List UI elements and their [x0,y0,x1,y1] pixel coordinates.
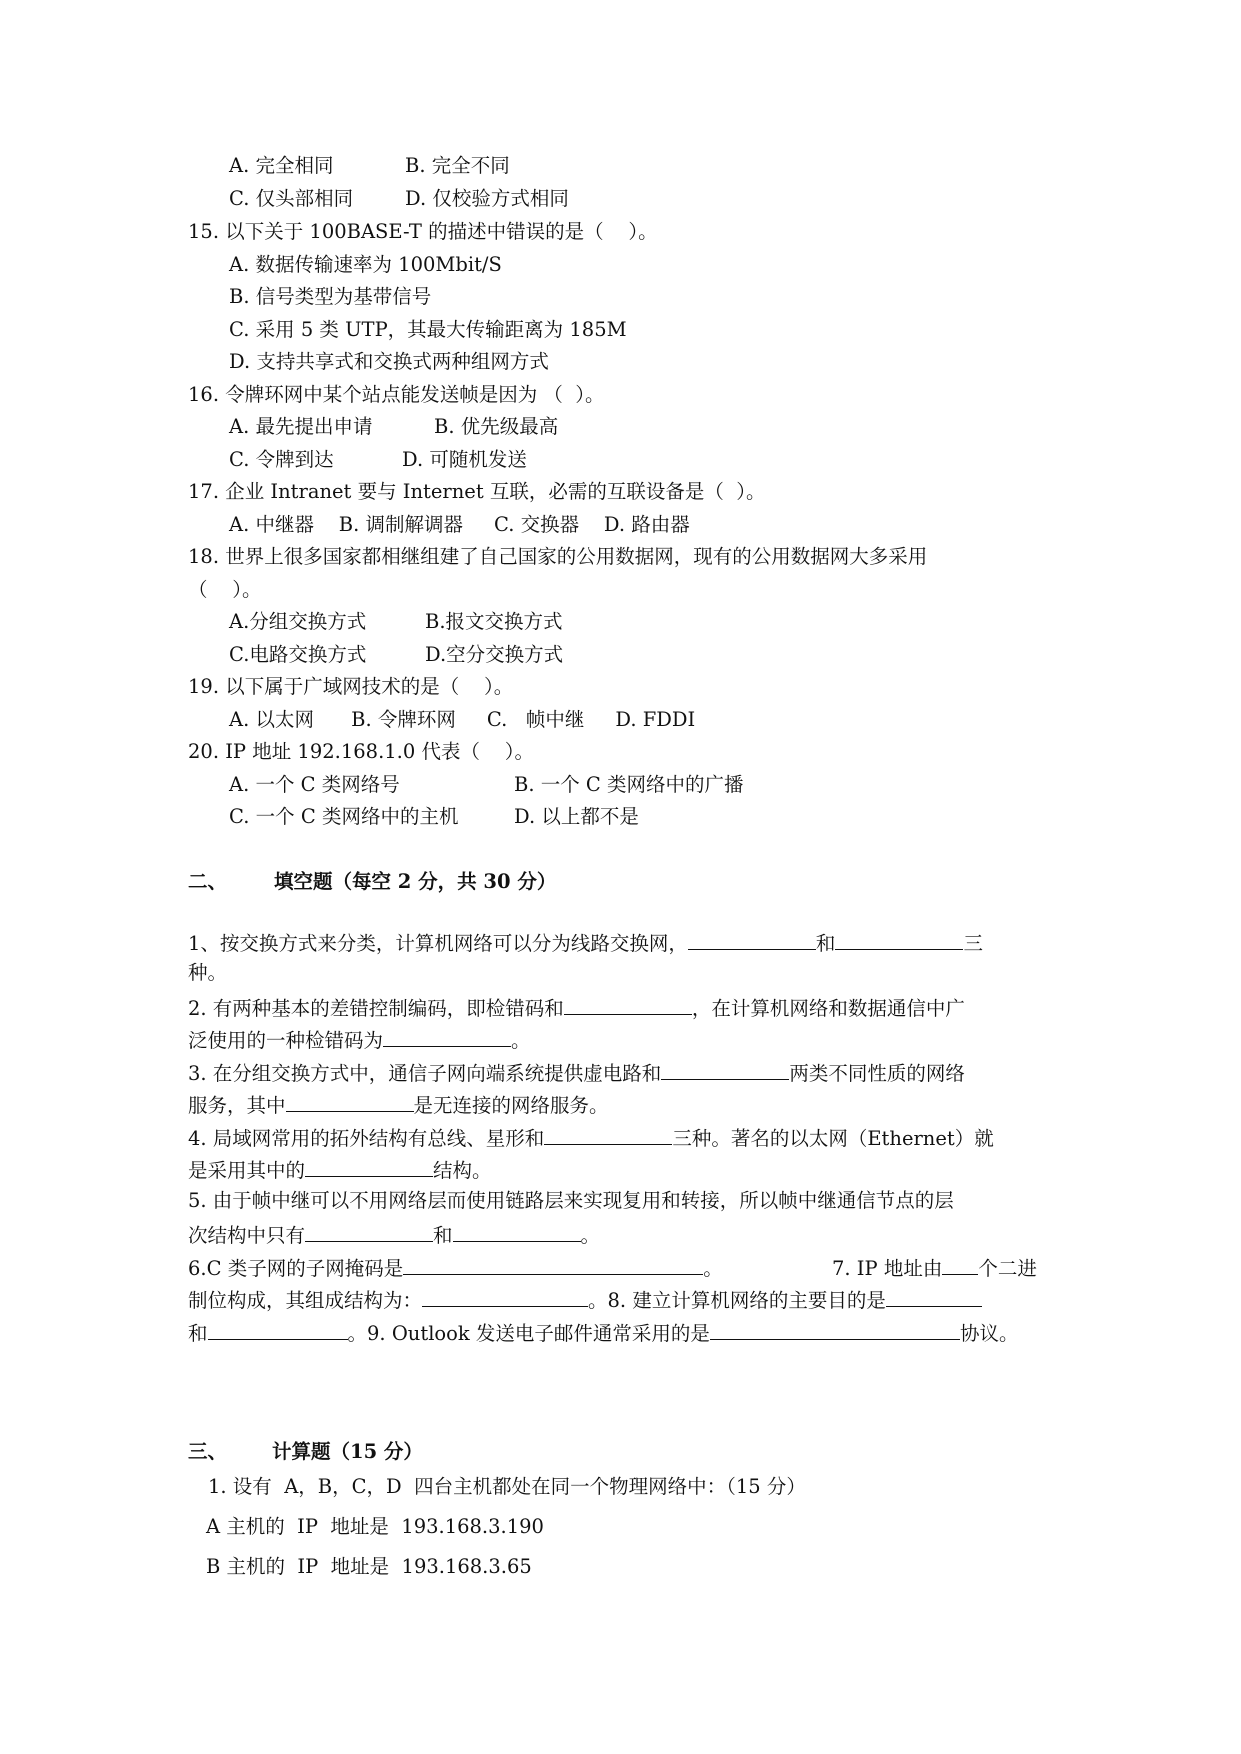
blank-field[interactable] [453,1223,581,1242]
q20-option-b: B. 一个 C 类网络中的广播 [514,773,744,796]
fill-q8-q9-line [188,1321,1018,1344]
fill-q1-line1 [188,931,983,954]
calc-host-a-line: A 主机的 IP 地址是 193.168.3.190 [206,1515,544,1538]
fill-q5-text-line2: 次结构中只有 [188,1224,306,1247]
fill-q8-label: 。8. 建立计算机网络的主要目的是 [588,1289,886,1312]
q18-option-b: B.报文交换方式 [425,610,563,633]
q16-option-c: C. 令牌到达 [229,448,334,471]
blank-field[interactable] [403,1256,703,1275]
fill-q4-text-line2: 是采用其中的 [188,1159,306,1182]
q15-option-a: A. 数据传输速率为 100Mbit/S [229,253,502,276]
blank-field[interactable] [886,1288,982,1307]
blank-field[interactable] [286,1093,414,1112]
fill-q3-end: 是无连接的网络服务。 [413,1094,609,1117]
q15-option-d: D. 支持共享式和交换式两种组网方式 [229,350,549,373]
section2-title: 填空题（每空 2 分，共 30 分） [274,870,557,893]
blank-field[interactable] [383,1028,511,1047]
blank-field[interactable] [305,1223,433,1242]
q19-stem: 19. 以下属于广域网技术的是（ ）。 [188,675,514,698]
q18-stem-cont: （ ）。 [188,578,262,601]
q16-option-a: A. 最先提出申请 [229,415,373,438]
fill-q9-label: 。9. Outlook 发送电子邮件通常采用的是 [347,1322,710,1345]
fill-q9-end: 协议。 [959,1322,1019,1345]
q18-option-a: A.分组交换方式 [229,610,367,633]
fill-q4-end: 结构。 [433,1159,492,1182]
fill-q7-label: 7. IP 地址由 [832,1257,943,1280]
blank-field[interactable] [564,996,692,1015]
fill-q6-label: 6.C 类子网的子网掩码是 [188,1257,404,1280]
blank-field[interactable] [688,931,816,950]
fill-q2-text: 2. 有两种基本的差错控制编码，即检错码和 [188,997,564,1020]
fill-q3-text-line2: 服务，其中 [188,1094,286,1117]
q16-option-b: B. 优先级最高 [434,415,559,438]
blank-field[interactable] [942,1256,978,1275]
fill-q4-text-cont: 三种。著名的以太网（Ethernet）就 [672,1127,994,1150]
fill-q6-end: 。 [703,1257,723,1280]
fill-q7-q8-line [188,1288,982,1311]
fill-q4-line2 [188,1158,492,1181]
section3-title: 计算题（15 分） [272,1440,423,1463]
q17-stem: 17. 企业 Intranet 要与 Internet 互联，必需的互联设备是（ ）。 [188,480,766,503]
fill-q3-line1 [188,1061,965,1084]
q18-stem: 18. 世界上很多国家都相继组建了自己国家的公用数据网，现有的公用数据网大多采用 [188,545,928,568]
q15-option-b: B. 信号类型为基带信号 [229,285,432,308]
fill-q2-line1 [188,996,965,1019]
fill-q7-text-line2: 制位构成，其组成结构为： [188,1289,423,1312]
q16-stem: 16. 令牌环网中某个站点能发送帧是因为 （ ）。 [188,383,605,406]
q14-option-b: B. 完全不同 [405,154,510,177]
section3-number: 三、 [188,1440,228,1463]
blank-field[interactable] [208,1321,348,1340]
q14-option-d: D. 仅校验方式相同 [405,187,569,210]
blank-field[interactable] [544,1126,672,1145]
fill-q4-text: 4. 局域网常用的拓外结构有总线、星形和 [188,1127,545,1150]
q20-option-c: C. 一个 C 类网络中的主机 [229,805,459,828]
blank-field[interactable] [710,1321,960,1340]
q14-option-c: C. 仅头部相同 [229,187,354,210]
blank-field[interactable] [661,1061,789,1080]
fill-q1-text: 1、按交换方式来分类，计算机网络可以分为线路交换网， [188,932,688,955]
fill-q8-and: 和 [188,1322,208,1345]
fill-q5-line2 [188,1223,600,1246]
fill-q1-and: 和 [815,932,836,955]
calc-host-b-line: B 主机的 IP 地址是 193.168.3.65 [206,1555,532,1578]
fill-q2-text-cont: ，在计算机网络和数据通信中广 [691,997,965,1020]
q17-options: A. 中继器 B. 调制解调器 C. 交换器 D. 路由器 [229,513,690,536]
fill-q3-text-cont: 两类不同性质的网络 [789,1062,965,1085]
blank-field[interactable] [422,1288,588,1307]
q15-stem: 15. 以下关于 100BASE-T 的描述中错误的是（ ）。 [188,220,658,243]
fill-q7-text [832,1256,1037,1279]
fill-q5-end: 。 [580,1224,601,1247]
q20-stem: 20. IP 地址 192.168.1.0 代表（ ）。 [188,740,535,763]
fill-q5-line1: 5. 由于帧中继可以不用网络层而使用链路层来实现复用和转接，所以帧中继通信节点的层 [188,1189,954,1212]
calc-q1-stem: 1. 设有 A，B，C，D 四台主机都处在同一个物理网络中：（15 分） [208,1475,806,1498]
fill-q5-and: 和 [433,1224,453,1247]
fill-q2-text-line2: 泛使用的一种检错码为 [188,1029,384,1052]
q20-option-a: A. 一个 C 类网络号 [229,773,400,796]
blank-field[interactable] [305,1158,433,1177]
q18-option-c: C.电路交换方式 [229,643,367,666]
fill-q2-line2 [188,1028,531,1051]
fill-q2-end: 。 [511,1029,531,1052]
fill-q3-text: 3. 在分组交换方式中，通信子网向端系统提供虚电路和 [188,1062,662,1085]
fill-q6-text [188,1256,723,1279]
section2-number: 二、 [188,870,228,893]
q18-option-d: D.空分交换方式 [425,643,564,666]
fill-q3-line2 [188,1093,609,1116]
fill-q7-label-cont: 个二进 [978,1257,1037,1280]
blank-field[interactable] [835,931,963,950]
q15-option-c: C. 采用 5 类 UTP，其最大传输距离为 185M [229,318,627,341]
q20-option-d: D. 以上都不是 [514,805,639,828]
fill-q4-line1 [188,1126,994,1149]
fill-q1-line2: 种。 [188,961,228,984]
q16-option-d: D. 可随机发送 [402,448,527,471]
q14-option-a: A. 完全相同 [229,154,334,177]
q19-options: A. 以太网 B. 令牌环网 C. 帧中继 D. FDDI [229,708,696,731]
fill-q1-three: 三 [963,932,983,955]
